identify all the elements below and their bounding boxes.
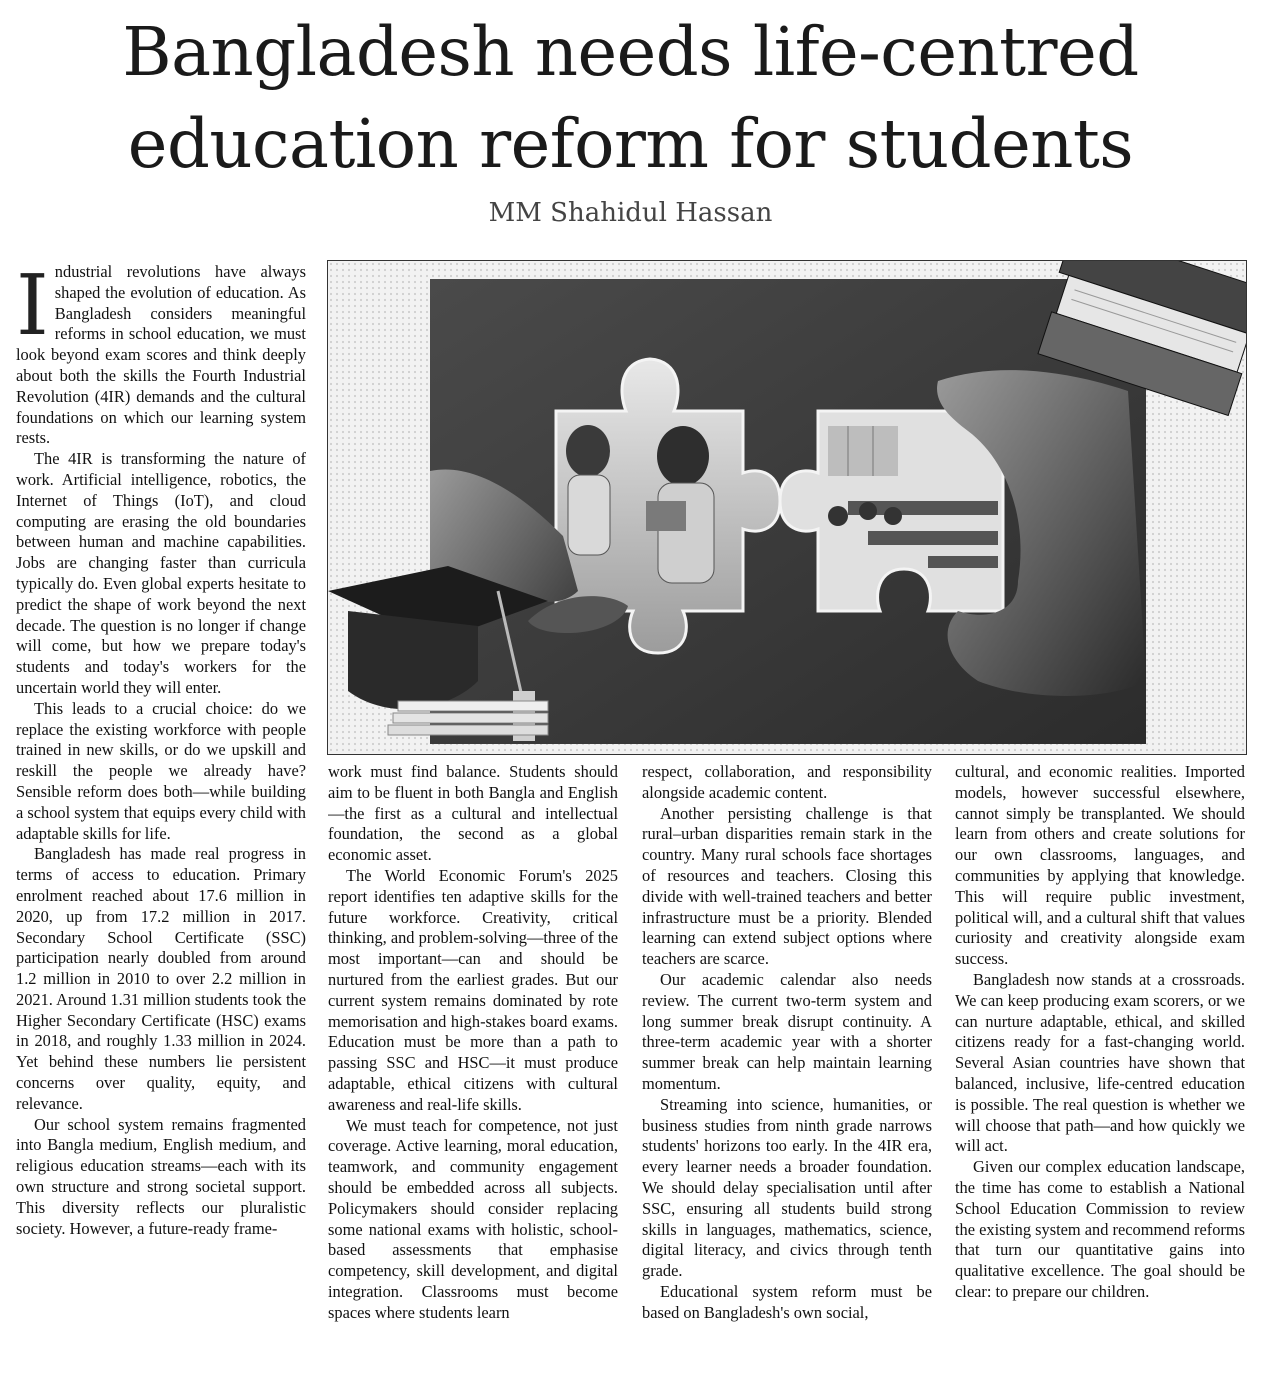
paragraph-5-part-2: work must find balance. Students should aim to be fluent in both Bangla and English—the first as a cultural and intellectual foundation, the second as a global economic asset. [328, 762, 618, 865]
paragraph-6: The World Economic Forum's 2025 report identifies ten adaptive skills for the future workforce. Creativity, critical thinking, and problem-solving—three of the most important—can and should be nurtured from the earliest grades. But our current system remains dominated by rote memorisation and high-stakes board exams. Education must be more than a path to passing SSC and HSC—it must produce adaptable, ethical citizens with cultural awareness and real-life skills. [328, 865, 618, 1114]
paragraph-11-part-2: cultural, and economic realities. Imported models, however successful elsewhere, cannot simply be transplanted. We should learn from others and create solutions for our own classrooms, languages, and communities by applying that knowledge. This will require public investment, political will, and a cultural shift that values curiosity and creativity alongside exam success. [955, 762, 1245, 969]
paragraph-2: The 4IR is transforming the nature of work. Artificial intelligence, robotics, the Internet of Things (IoT), and cloud computing are erasing the old boundaries between human and machine capabilities. Jobs are changing faster than curricula typically do. Even global experts hesitate to predict the shape of work beyond the next decade. The question is no longer if change will come, but how we prepare today's students and today's workers for the uncertain world they will enter. [16, 449, 306, 697]
paragraph-4: Bangladesh has made real progress in terms of access to education. Primary enrolment reached about 17.6 million in 2020, up from 17.2 million in 2017. Secondary School Certificate (SSC) participation nearly doubled from around 1.2 million in 2010 to over 2.2 million in 2021. Around 1.31 million students took the Higher Secondary Certificate (HSC) exams in 2018, and roughly 1.33 million in 2024. Yet behind these numbers lie persistent concerns over quality, equity, and relevance. [16, 844, 306, 1113]
paragraph-10: Streaming into science, humanities, or business studies from ninth grade narrows students' horizons too early. In the 4IR era, every learner needs a broader foundation. We should delay specialisation until after SSC, ensuring all students build strong skills in languages, mathematics, science, digital literacy, and civics through tenth grade. [642, 1094, 932, 1281]
article-column-2 [328, 762, 618, 1374]
paragraph-8: Another persisting challenge is that rural–urban disparities remain stark in the country. Many rural schools face shortages of resources and teachers. Closing this divide with well-trained teachers and better infrastructure must be a priority. Blended learning can extend subject options where teachers are scarce. [642, 803, 932, 969]
paragraph-13: Given our complex education landscape, the time has come to establish a National School Education Commission to review the existing system and recommend reforms that turn our quantitative gains into qualitative excellence. The goal should be clear: to prepare our children. [955, 1157, 1245, 1301]
puzzle-hands-illustration-icon [328, 261, 1246, 754]
illustration-image [327, 260, 1247, 755]
paragraph-7-part-1: We must teach for competence, not just coverage. Active learning, moral education, teamwork, and community engagement should be embedded across all subjects. Policymakers should consider replacing some national exams with holistic, school-based assessments that emphasise competency, skill development, and digital integration. Classrooms must become spaces where students learn [328, 1115, 618, 1322]
headline-line-1: Bangladesh needs life-centred [122, 13, 1139, 91]
paragraph-5-part-1: Our school system remains fragmented into Bangla medium, English medium, and religious education streams—each with its own structure and strong societal support. This diversity reflects our pluralistic society. However, a future-ready frame- [16, 1114, 306, 1238]
dropcap: I [16, 262, 49, 354]
paragraph-7-part-2: respect, collaboration, and responsibility alongside academic content. [642, 762, 932, 802]
byline: MM Shahidul Hassan [488, 198, 773, 228]
article-column-1 [16, 262, 306, 1374]
paragraph-11-part-1: Educational system reform must be based on Bangladesh's own social, [642, 1281, 932, 1322]
article-column-4 [955, 762, 1245, 1374]
paragraph-1: Industrial revolutions have always shaped the evolution of education. As Bangladesh considers meaningful reforms in school education, we must look beyond exam scores and think deeply about both the skills the Fourth Industrial Revolution (4IR) demands and the cultural foundations on which our learning system rests. [16, 262, 306, 448]
headline [0, 6, 1261, 190]
paragraph-3: This leads to a crucial choice: do we replace the existing workforce with people trained in new skills, or do we upskill and reskill the people we already have? Sensible reform does both—while building a school system that equips every child with adaptable skills for life. [16, 698, 306, 843]
paragraph-12: Bangladesh now stands at a crossroads. We can keep producing exam scorers, or we can nurture adaptable, ethical, and skilled citizens ready for a fast-changing world. Several Asian countries have shown that balanced, inclusive, life-centred education is possible. The real question is whether we will choose that path—and how quickly we will act. [955, 969, 1245, 1156]
article-column-3 [642, 762, 932, 1374]
paragraph-9: Our academic calendar also needs review. The current two-term system and long summer break disrupt continuity. A three-term academic year with a shorter summer break can help maintain learning momentum. [642, 969, 932, 1093]
headline-line-2: education reform for students [127, 105, 1134, 183]
